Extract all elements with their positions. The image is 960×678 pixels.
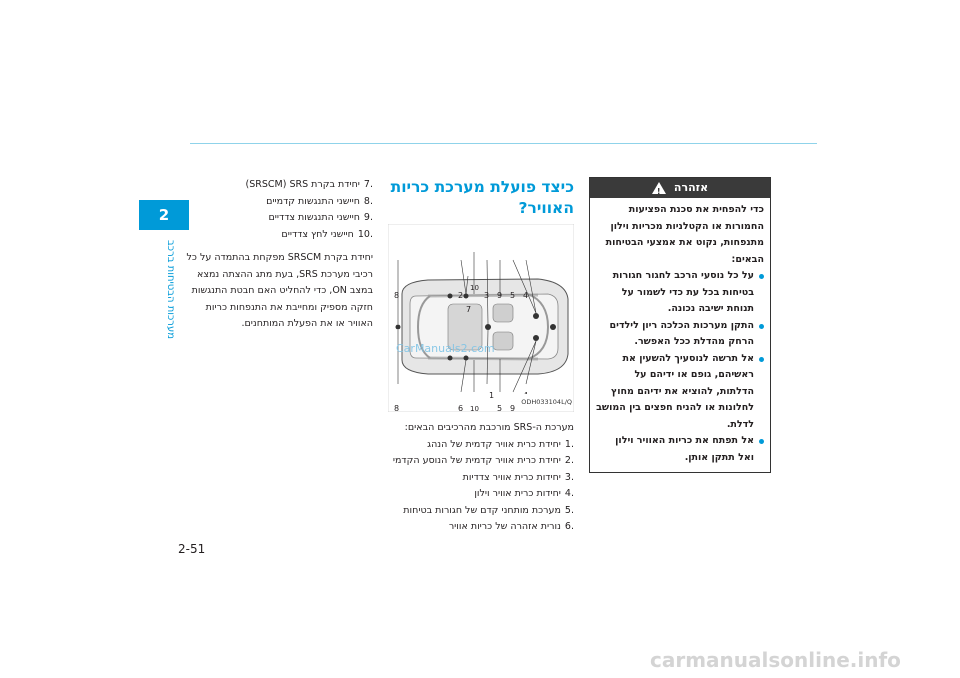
callout-10-top: 10 xyxy=(470,284,479,292)
list-item: .5 מערכת מותחני קדם של חגורות בטיחות xyxy=(403,504,574,516)
left-list xyxy=(185,177,373,243)
page-number: 2-51 xyxy=(178,542,206,556)
list-item: .8 חיישני התנגשות קדמיים xyxy=(266,195,373,207)
figure-code: ODH033104L/Q xyxy=(521,394,572,411)
list-item: .3 יחידות כרית אוויר צדדיות xyxy=(462,471,574,483)
airbag-diagram xyxy=(388,224,574,412)
list-item: .4 יחידות כרית אוויר וילון xyxy=(474,488,574,499)
callout-3: 3 xyxy=(484,291,490,300)
warning-title: אזהרה xyxy=(673,180,709,194)
list-item: .2 יחידת כרית אוויר קדמית של הנוסע הקדמי xyxy=(392,455,574,466)
callout-5-bottom: 5 xyxy=(497,404,503,413)
callout-9-top: 9 xyxy=(497,291,503,300)
list-item: .6 נורית אזהרה של כריות אוויר xyxy=(448,521,574,532)
list-item: התקן מערכות הכלכה ריון לילדים הרחק מהדלת ככל האפשר. xyxy=(596,318,764,351)
callout-8-top: 8 xyxy=(394,291,400,300)
warning-bullets xyxy=(596,268,764,466)
srscm-paragraph: יחידת בקרת SRSCM מפקחת בהתמדה על כל רכיבי מערכת SRS, בעת מתג ההצתה נמצא במצב ON, כדי להחליט האם חבטת התנגשות חזקה מספיק ומחייבת את התנפחות כריות האוויר או את הפעלת המותחנים. xyxy=(186,252,373,329)
callout-6: 6 xyxy=(458,404,464,413)
callout-7: 7 xyxy=(466,305,472,314)
components-intro: מערכת ה-SRS מורכבת מהרכיבים הבאים: xyxy=(404,422,574,433)
callout-10-bottom: 10 xyxy=(470,405,479,413)
list-item: .10 חיישני לחץ צדדיים xyxy=(281,228,373,240)
warning-box xyxy=(589,177,771,473)
callout-5-top: 5 xyxy=(510,291,516,300)
callout-8-bottom: 8 xyxy=(394,404,400,413)
list-item: .7 יחידת בקרת SRS ‏(SRSCM) xyxy=(245,179,373,190)
chapter-tab xyxy=(139,200,189,230)
chapter-number: 2 xyxy=(158,206,170,224)
list-item: אל תרשה לנוסעיך להשעין את ראשיהם, גופם או ידיהם על הדלתות, להוציא את ידיהם מחוץ לחלונות או להניח חפצים בין המושב לדלת. xyxy=(596,351,764,434)
warning-body xyxy=(590,198,770,472)
middle-column xyxy=(386,177,574,536)
chapter-title: מערכות הבטיחות ברכב xyxy=(165,240,176,339)
warning-intro: כדי להפחית את סכנת הפציעות החמורות או הקטלניות מכריות וילון מתנפחות, נקוט את אמצעי הבטיחות הבאים: xyxy=(605,204,764,265)
footer-watermark: carmanualsonline.info xyxy=(650,648,901,672)
callout-4-top: 4 xyxy=(523,291,529,300)
car-topview-illustration xyxy=(388,224,574,412)
callout-2: 2 xyxy=(458,291,464,300)
list-item: .9 חיישני התנגשות צדדיים xyxy=(268,212,373,223)
list-item: אל תפתח את כריות האוויר וילון ואל תתקן אותן. xyxy=(596,433,764,466)
section-title: כיצד פועלת מערכת כריות האוויר? xyxy=(390,178,574,217)
header-rule xyxy=(190,143,817,144)
warning-column xyxy=(589,177,771,473)
callout-1: 1 xyxy=(489,391,495,400)
list-item: .1 יחידת כרית אוויר קדמית של הנהג xyxy=(427,438,574,450)
callout-9-bottom: 9 xyxy=(510,404,516,413)
left-column xyxy=(185,177,373,333)
list-item: על כל נוסעי הרכב לחגור חגורות בטיחות בכל עת כדי לשמור על תנוחת ישיבה נכונה. xyxy=(596,268,764,318)
figure-watermark: CarManuals2.com xyxy=(396,342,495,355)
warning-triangle-icon: ! xyxy=(652,182,666,194)
components-list xyxy=(386,437,574,536)
warning-header xyxy=(590,178,770,198)
